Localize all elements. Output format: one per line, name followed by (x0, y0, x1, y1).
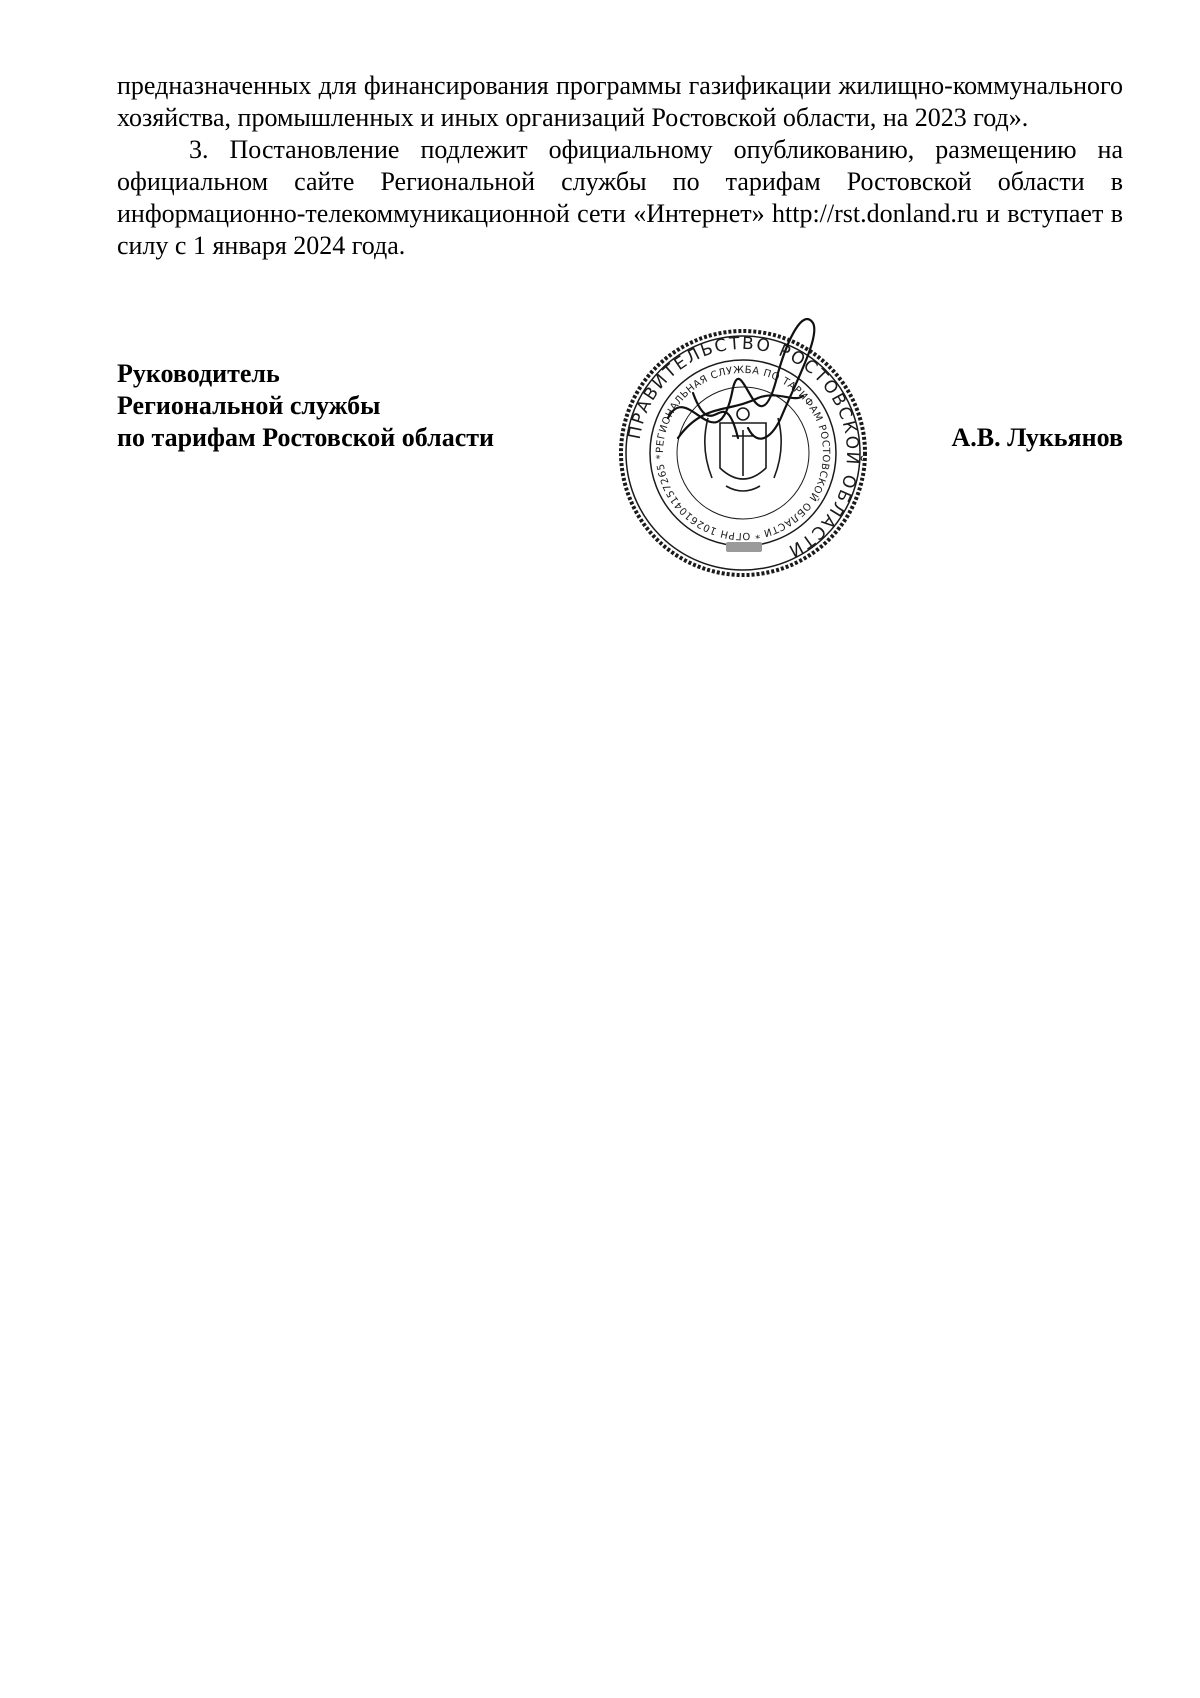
svg-text:РЕГИОНАЛЬНАЯ СЛУЖБА ПО ТАРИФАМ: РЕГИОНАЛЬНАЯ СЛУЖБА ПО ТАРИФАМ РОСТОВСКОЙ ОБЛАСТИ * ОГРН 1026104157265 * (654, 364, 832, 542)
signer-position (117, 358, 494, 454)
official-seal (608, 318, 878, 578)
signer-name: А.В. Лукьянов (951, 423, 1123, 452)
signer-position-line-1: Руководитель (117, 359, 280, 388)
seal-icon (608, 318, 878, 578)
svg-text:ПРАВИТЕЛЬСТВО РОСТОВСКОЙ ОБЛАС: ПРАВИТЕЛЬСТВО РОСТОВСКОЙ ОБЛАСТИ (624, 333, 863, 562)
signer-position-line-3: по тарифам Ростовской области (117, 423, 495, 452)
document-body (117, 70, 1123, 262)
paragraph-continuation: предназначенных для финансирования программы газификации жилищно-коммунального хозяйства, промышленных и иных организаций Ростовской области, на 2023 год». (117, 71, 1123, 132)
paragraph-3: 3. Постановление подлежит официальному опубликованию, размещению на официальном сайте Региональной службы по тарифам Ростовской области в информационно-телекоммуникационной сети «Интернет» http://rst.donland.ru и вступает в силу с 1 января 2024 года. (117, 135, 1123, 260)
signer-position-line-2: Региональной службы (117, 391, 381, 420)
